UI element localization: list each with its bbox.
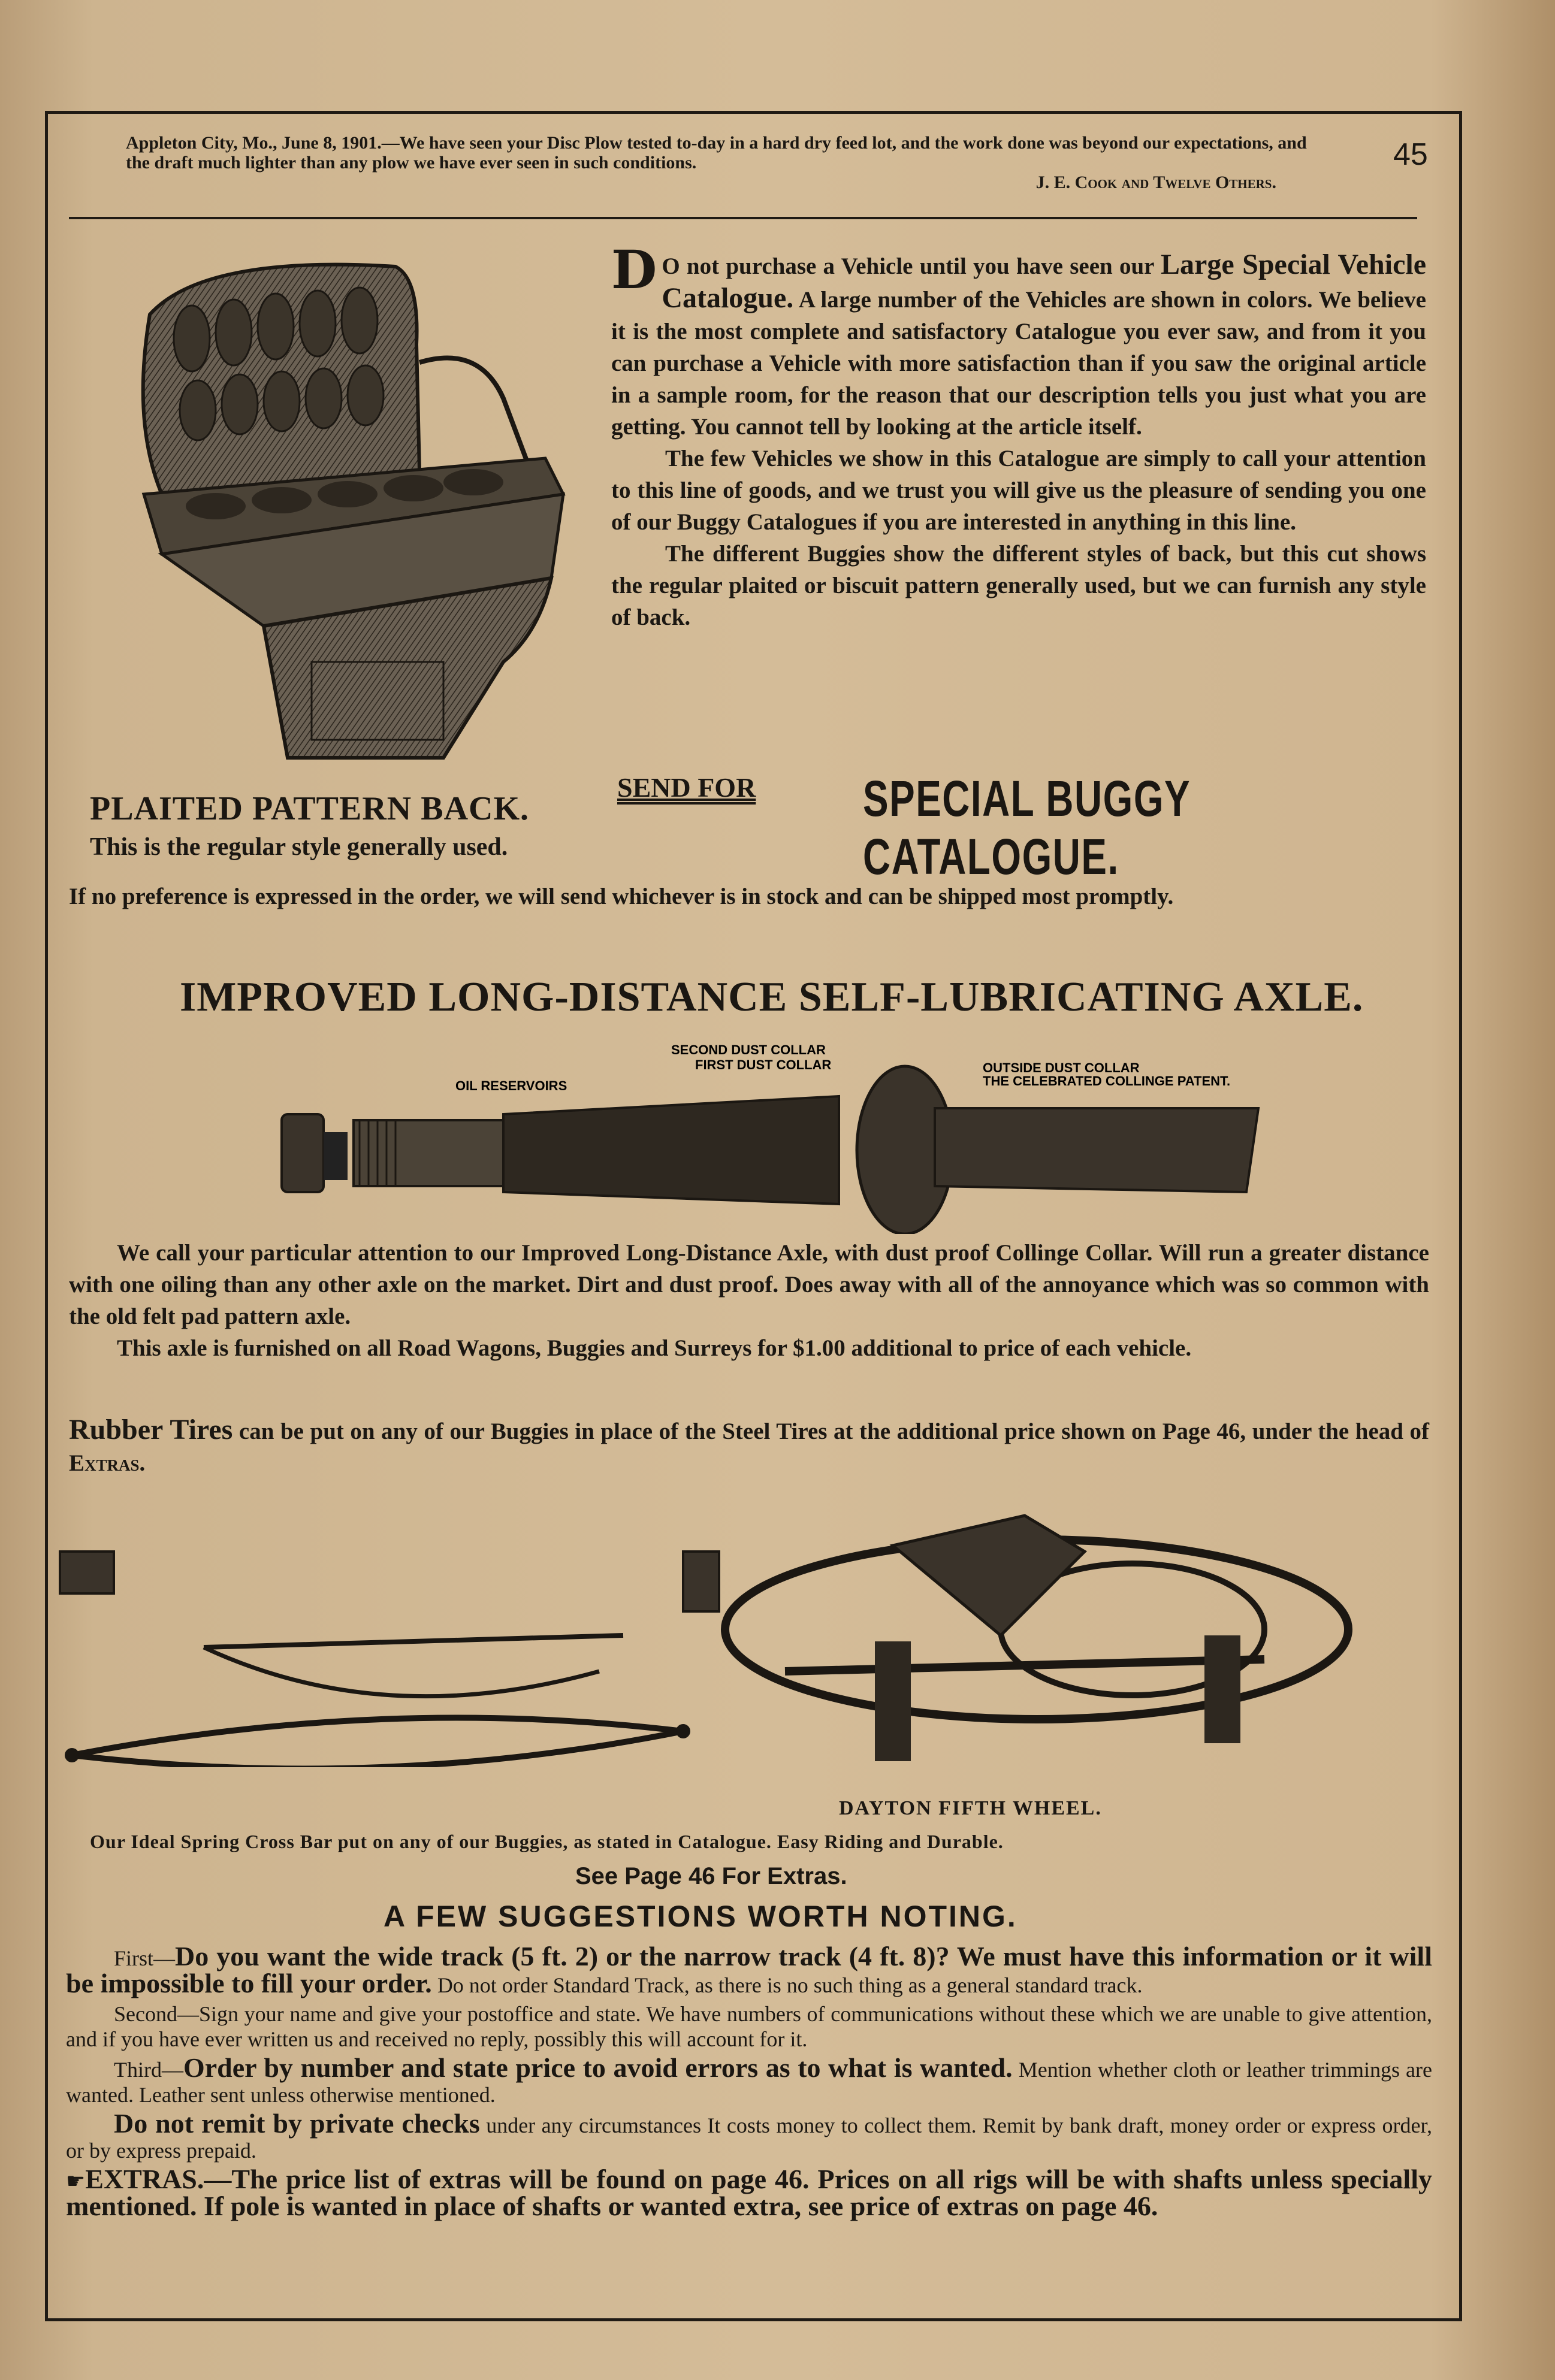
vehicle-p3: The different Buggies show the different styles of back, but this cut shows the regular plaited or biscuit pattern generally used, but we can furnish any style of back. xyxy=(611,541,1426,630)
rubber-tires-note xyxy=(69,1414,1429,1479)
label-outside-dust-collar: OUTSIDE DUST COLLAR xyxy=(983,1060,1140,1075)
spring-cross-bar-illustration xyxy=(48,1540,755,1767)
seat-subtitle: This is the regular style generally used. xyxy=(90,833,508,861)
rubber-tires-extras: Extras. xyxy=(69,1450,146,1476)
dayton-fifth-wheel-illustration xyxy=(665,1492,1414,1773)
testimonial-text: Appleton City, Mo., June 8, 1901.—We have seen your Disc Plow tested to-day in a hard dry feed lot, and the work done was beyond our expectations, and the draft much lighter than any plow we have ever seen in such conditions. xyxy=(126,133,1307,173)
testimonial xyxy=(126,133,1324,192)
label-second-dust-collar: SECOND DUST COLLAR xyxy=(671,1042,826,1057)
label-first-dust-collar: FIRST DUST COLLAR xyxy=(695,1057,832,1072)
first-rest: Do not order Standard Track, as there is no such thing as a general standard track. xyxy=(431,1973,1143,1997)
suggestions-list xyxy=(66,1941,1432,2224)
third-rest: Mention whether cloth or leather trimmings are wanted. Leather sent unless otherwise mentioned. xyxy=(66,2058,1432,2107)
header-divider xyxy=(69,217,1417,219)
extras-bold: EXTRAS.—The price list of extras will be found on page 46. Prices on all rigs will be with shafts unless specially mentioned. If pole is wanted in place of shafts or wanted extra, see price of extras on page 46. xyxy=(66,2164,1432,2221)
vehicle-text xyxy=(611,238,1427,633)
see-page-note: See Page 46 For Extras. xyxy=(575,1863,847,1889)
buggy-seat-illustration xyxy=(84,243,599,782)
label-oil-reservoirs: OIL RESERVOIRS xyxy=(455,1078,567,1093)
vehicle-p2: The few Vehicles we show in this Catalogue are simply to call your attention to this line of goods, and we trust you will give us the pleasure of sending you one of our Buggy Catalogues if you are interested in anything in this line. xyxy=(611,446,1426,535)
testimonial-signature: J. E. Cook and Twelve Others. xyxy=(1035,173,1276,192)
axle-title: IMPROVED LONG-DISTANCE SELF-LUBRICATING AXLE. xyxy=(180,974,1364,1020)
suggestion-extras xyxy=(66,2164,1432,2221)
dayton-caption: DAYTON FIFTH WHEEL. xyxy=(839,1797,1102,1819)
seat-title: PLAITED PATTERN BACK. xyxy=(90,790,530,827)
suggestion-second: Second—Sign your name and give your postoffice and state. We have numbers of communications without these which we are unable to give attention, and if you have ever written us and received no reply, possibly this will account for it. xyxy=(66,2002,1432,2051)
axle-p1: We call your particular attention to our Improved Long-Distance Axle, with dust proof Collinge Collar. Will run a greater distance with one oiling than any other axle on the market. Dirt and dust proof. Does away with all of the annoyance which was so common with the old felt pad pattern axle. xyxy=(69,1240,1429,1329)
axle-p2: This axle is furnished on all Road Wagons, Buggies and Surreys for $1.00 additional to price of each vehicle. xyxy=(117,1335,1192,1361)
axle-illustration xyxy=(276,1036,1306,1234)
third-bold: Order by number and state price to avoid errors as to what is wanted. xyxy=(183,2052,1013,2083)
vehicle-p1-bold: Large Special Vehicle Catalogue. xyxy=(662,249,1427,314)
third-lead: Third— xyxy=(114,2058,183,2082)
label-collinge-patent: THE CELEBRATED COLLINGE PATENT. xyxy=(983,1073,1231,1088)
vehicle-p1-rest: A large number of the Vehicles are shown in colors. We believe it is the most complete and satisfactory Catalogue you ever saw, and from it you can purchase a Vehicle with more satisfaction than if you saw the original article in a sample room, for the reason that our description tells you just what you are getting. You cannot tell by looking at the article itself. xyxy=(611,287,1426,440)
first-bold: Do you want the wide track (5 ft. 2) or the narrow track (4 ft. 8)? We must have this information or it will be impossible to fill your order. xyxy=(66,1941,1432,1998)
dropcap: D xyxy=(611,238,657,301)
send-for-label: SEND FOR xyxy=(617,772,756,803)
suggestion-remit xyxy=(66,2108,1432,2163)
no-preference-note: If no preference is expressed in the order, we will send whichever is in stock and can be shipped most promptly. xyxy=(69,884,1174,909)
remit-rest: under any circumstances It costs money to collect them. Remit by bank draft, money order or express order, or by express prepaid. xyxy=(66,2113,1432,2163)
axle-description xyxy=(69,1237,1429,1364)
suggestions-title: A FEW SUGGESTIONS WORTH NOTING. xyxy=(384,1900,1017,1933)
special-catalogue-heading: SPECIAL BUGGY CATALOGUE. xyxy=(863,770,1190,885)
rubber-tires-text: can be put on any of our Buggies in place of the Steel Tires at the additional price shown on Page 46, under the head of xyxy=(233,1419,1430,1444)
vehicle-p1-start: O not purchase a Vehicle until you have seen our xyxy=(662,253,1161,279)
pointing-hand-icon: ☛ xyxy=(66,2169,86,2193)
suggestion-first xyxy=(66,1941,1432,1998)
rubber-tires-lead: Rubber Tires xyxy=(69,1414,233,1445)
page-number: 45 xyxy=(1393,137,1428,172)
first-lead: First— xyxy=(114,1946,176,1970)
remit-bold: Do not remit by private checks xyxy=(114,2108,480,2139)
ideal-cross-bar-caption: Our Ideal Spring Cross Bar put on any of our Buggies, as stated in Catalogue. Easy Riding and Durable. xyxy=(90,1831,1004,1852)
suggestion-third xyxy=(66,2052,1432,2107)
